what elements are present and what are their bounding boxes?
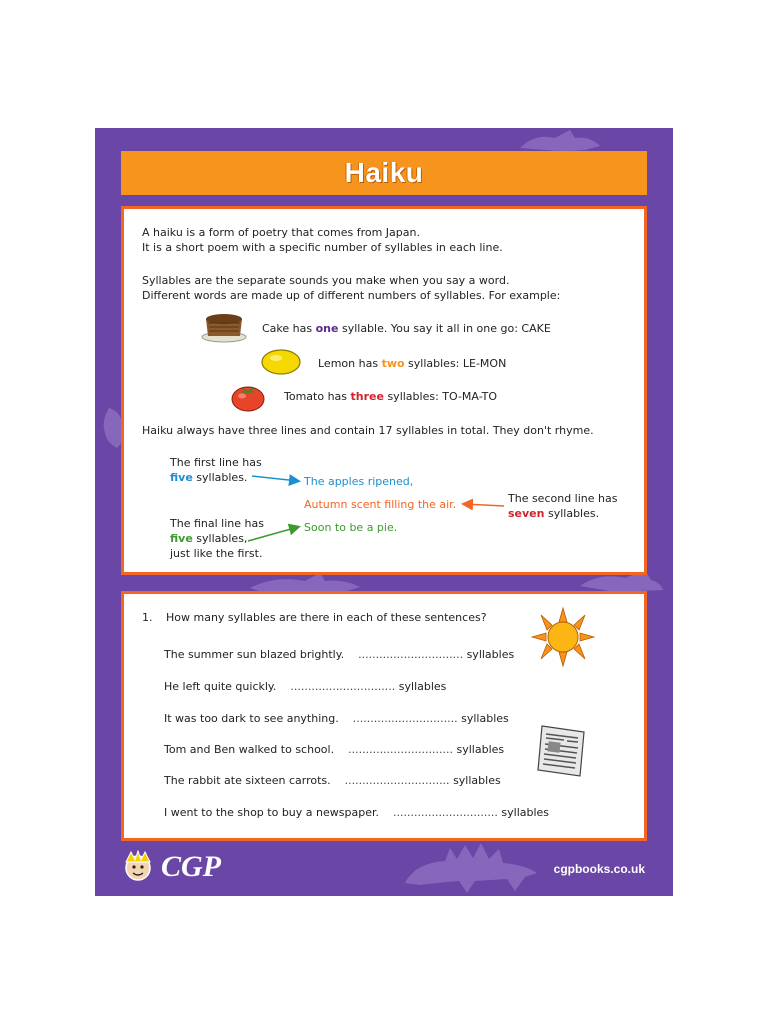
- explanation-panel: [121, 206, 647, 575]
- note-syllable-count: seven: [508, 507, 545, 520]
- sentence-text: He left quite quickly.: [164, 680, 277, 693]
- answer-blank[interactable]: ..............................: [392, 806, 498, 819]
- note-text: The second line has: [508, 492, 618, 505]
- intro-line: Syllables are the separate sounds you make when you say a word.: [142, 274, 510, 287]
- syllable-count: two: [381, 357, 405, 370]
- example-text: syllables: TO-MA-TO: [383, 390, 498, 403]
- question-item: [164, 680, 446, 693]
- question-item: [164, 712, 509, 725]
- answer-blank[interactable]: ..............................: [344, 774, 450, 787]
- question-number: 1.: [142, 611, 153, 624]
- answer-blank[interactable]: ..............................: [352, 712, 458, 725]
- note-syllable-count: five: [170, 471, 193, 484]
- syllables-label: syllables: [501, 806, 550, 819]
- syllables-label: syllables: [461, 712, 509, 725]
- arrow-final-line: [248, 527, 298, 541]
- title-bar: [121, 151, 647, 195]
- intro-line: Different words are made up of different numbers of syllables. For example:: [142, 289, 561, 302]
- example-text: Cake has: [262, 322, 316, 335]
- annotation-arrows: [124, 209, 644, 572]
- footer-url[interactable]: cgpbooks.co.uk: [553, 862, 645, 876]
- note-text: syllables.: [544, 507, 600, 520]
- cgp-logo-text: CGP: [161, 850, 221, 883]
- question-text: How many syllables are there in each of these sentences?: [166, 611, 487, 624]
- sentence-text: I went to the shop to buy a newspaper.: [164, 806, 379, 819]
- arrow-second-line: [464, 504, 504, 506]
- question-panel: [121, 591, 647, 841]
- question-item: [164, 806, 549, 819]
- question-item: [164, 743, 504, 756]
- newspaper-icon: [534, 722, 590, 780]
- question-item: [164, 774, 501, 787]
- note-text: syllables,: [192, 532, 248, 545]
- arrow-first-line: [252, 476, 298, 481]
- question-item: [164, 648, 514, 661]
- note-text: The first line has: [170, 456, 262, 469]
- cgp-mascot-icon: [121, 850, 155, 884]
- sun-icon: [530, 606, 596, 668]
- sentence-text: It was too dark to see anything.: [164, 712, 339, 725]
- syllables-label: syllables: [466, 648, 515, 661]
- answer-blank[interactable]: ..............................: [290, 680, 396, 693]
- note-text: syllables.: [192, 471, 248, 484]
- example-text: syllable. You say it all in one go: CAKE: [338, 322, 551, 335]
- syllable-count: three: [350, 390, 384, 403]
- answer-blank[interactable]: ..............................: [348, 743, 453, 756]
- poem-line-2: Autumn scent filling the air.: [304, 498, 457, 511]
- example-text: syllables: LE-MON: [404, 357, 507, 370]
- cgp-logo: [121, 850, 221, 884]
- sentence-text: The rabbit ate sixteen carrots.: [164, 774, 331, 787]
- syllables-label: syllables: [398, 680, 447, 693]
- sentence-text: Tom and Ben walked to school.: [164, 743, 335, 756]
- poem-line-3: Soon to be a pie.: [304, 521, 398, 534]
- worksheet-page: [95, 128, 673, 896]
- syllable-count: one: [315, 322, 339, 335]
- note-syllable-count: five: [170, 532, 193, 545]
- intro-line: A haiku is a form of poetry that comes from Japan.: [142, 226, 420, 239]
- answer-blank[interactable]: ..............................: [358, 648, 464, 661]
- intro-line: It is a short poem with a specific number of syllables in each line.: [142, 241, 503, 254]
- page-title: Haiku: [344, 157, 424, 188]
- poem-line-1: The apples ripened,: [304, 475, 414, 488]
- note-text: just like the first.: [170, 547, 263, 560]
- rule-text: Haiku always have three lines and contain 17 syllables in total. They don't rhyme.: [142, 424, 594, 437]
- syllables-label: syllables: [453, 774, 501, 787]
- example-text: Lemon has: [318, 357, 382, 370]
- example-text: Tomato has: [284, 390, 351, 403]
- syllables-label: syllables: [456, 743, 505, 756]
- sentence-text: The summer sun blazed brightly.: [164, 648, 345, 661]
- note-text: The final line has: [170, 517, 264, 530]
- stegosaurus-decoration-icon: [395, 833, 545, 893]
